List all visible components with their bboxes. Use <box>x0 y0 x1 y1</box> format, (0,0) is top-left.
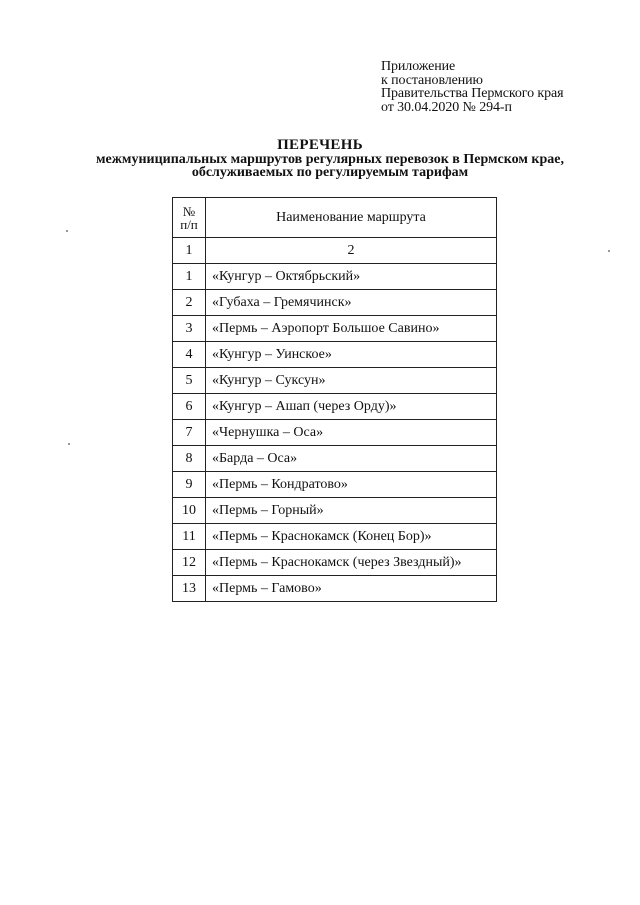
scan-speck <box>608 250 610 252</box>
row-number-cell: 3 <box>173 316 206 342</box>
row-number-cell: 9 <box>173 472 206 498</box>
route-name-cell: «Барда – Оса» <box>206 446 497 472</box>
table-row <box>173 290 497 316</box>
route-name-cell: «Губаха – Гремячинск» <box>206 290 497 316</box>
table-row <box>173 498 497 524</box>
table-header-row <box>173 198 497 238</box>
header-name-cell: Наименование маршрута <box>206 198 497 238</box>
appendix-line: Правительства Пермского края <box>381 86 564 101</box>
subtitle-line: межмуниципальных маршрутов регулярных перевозок в Пермском крае, <box>96 152 564 167</box>
row-number-cell: 7 <box>173 420 206 446</box>
route-name-cell: «Кунгур – Суксун» <box>206 368 497 394</box>
row-number-cell: 6 <box>173 394 206 420</box>
subtitle-line: обслуживаемых по регулируемым тарифам <box>191 165 469 180</box>
table-row <box>173 472 497 498</box>
row-number-cell: 8 <box>173 446 206 472</box>
table-row <box>173 446 497 472</box>
table-row <box>173 576 497 602</box>
route-name-cell: «Пермь – Горный» <box>206 498 497 524</box>
route-name-cell: «Пермь – Краснокамск (через Звездный)» <box>206 550 497 576</box>
route-name-cell: «Пермь – Кондратово» <box>206 472 497 498</box>
document-subtitle <box>60 153 600 179</box>
table-row <box>173 524 497 550</box>
appendix-line: к постановлению <box>381 72 483 88</box>
appendix-line: Приложение <box>381 59 456 74</box>
header-number-sign: № <box>182 203 196 219</box>
row-number-cell: 1 <box>173 264 206 290</box>
header-number-cell <box>173 198 206 238</box>
row-number-cell: 11 <box>173 524 206 550</box>
table-row <box>173 420 497 446</box>
table-body <box>173 238 497 602</box>
appendix-block <box>381 60 563 114</box>
scan-speck <box>68 443 70 445</box>
route-name-cell: «Кунгур – Ашап (через Орду)» <box>206 394 497 420</box>
table-row <box>173 368 497 394</box>
table-row <box>173 342 497 368</box>
table-row <box>173 316 497 342</box>
row-number-cell: 5 <box>173 368 206 394</box>
header-number-abbr: п/п <box>180 216 198 232</box>
table-row <box>173 394 497 420</box>
routes-table <box>172 197 497 602</box>
column-numbers-row <box>173 238 497 264</box>
row-number-cell: 10 <box>173 498 206 524</box>
row-number-cell: 2 <box>173 290 206 316</box>
document-title: ПЕРЕЧЕНЬ <box>277 137 363 153</box>
column-number-cell: 2 <box>206 238 497 264</box>
table-row <box>173 264 497 290</box>
table-row <box>173 550 497 576</box>
scan-speck <box>66 230 68 232</box>
row-number-cell: 4 <box>173 342 206 368</box>
appendix-line: от 30.04.2020 № 294-п <box>381 99 512 115</box>
row-number-cell: 13 <box>173 576 206 602</box>
route-name-cell: «Кунгур – Уинское» <box>206 342 497 368</box>
route-name-cell: «Чернушка – Оса» <box>206 420 497 446</box>
row-number-cell: 12 <box>173 550 206 576</box>
route-name-cell: «Кунгур – Октябрьский» <box>206 264 497 290</box>
route-name-cell: «Пермь – Краснокамск (Конец Бор)» <box>206 524 497 550</box>
column-number-cell: 1 <box>173 238 206 264</box>
route-name-cell: «Пермь – Гамово» <box>206 576 497 602</box>
route-name-cell: «Пермь – Аэропорт Большое Савино» <box>206 316 497 342</box>
